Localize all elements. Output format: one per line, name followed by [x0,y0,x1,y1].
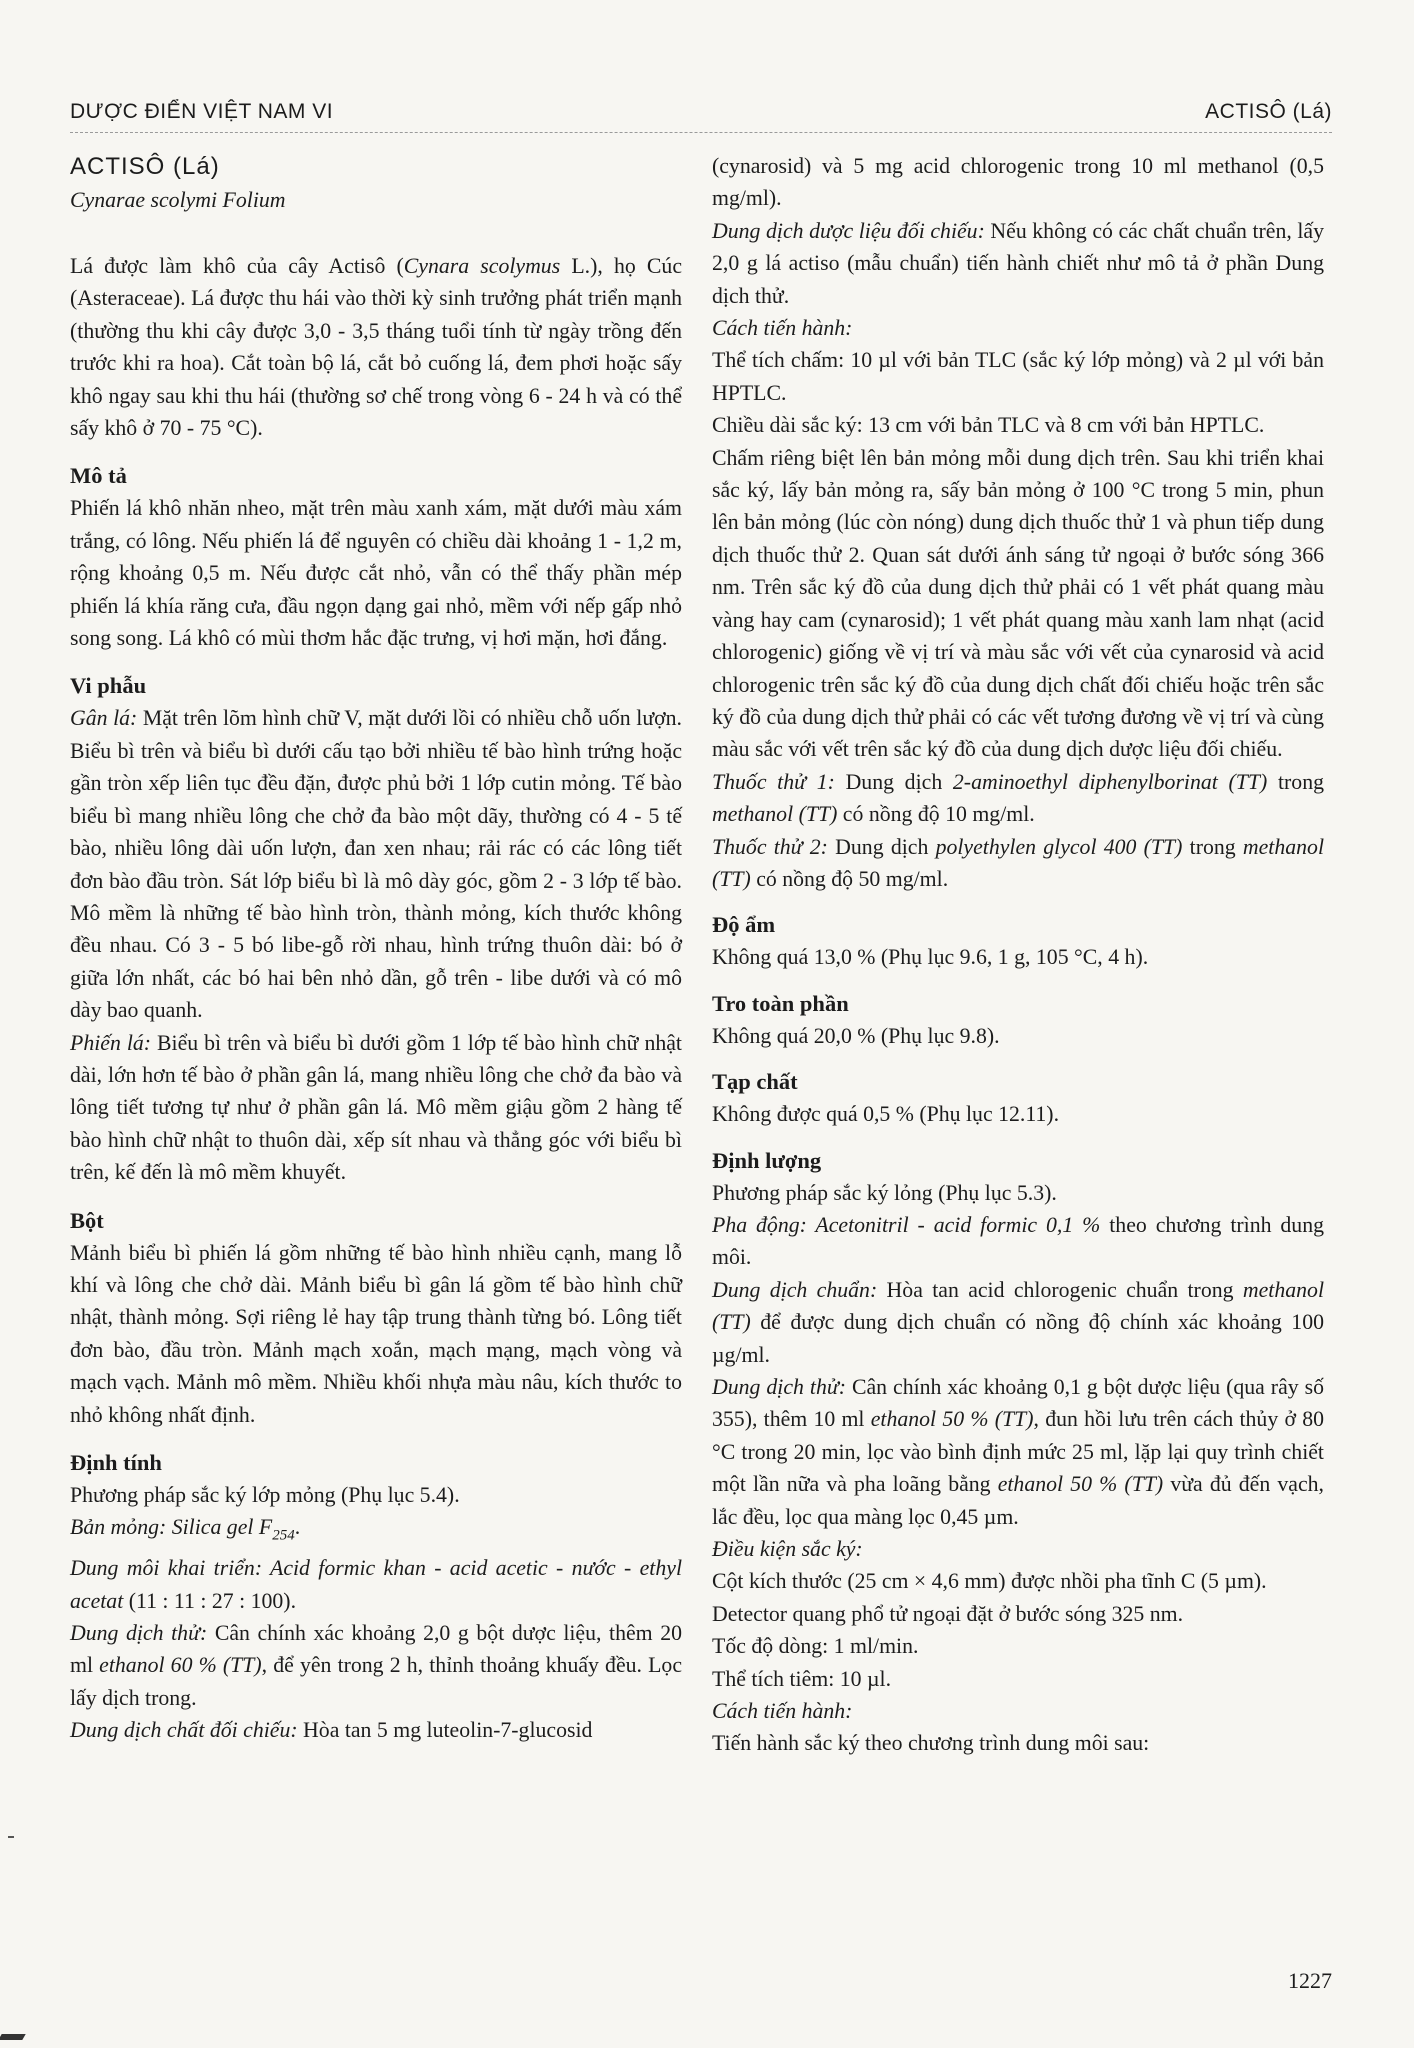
section-heading-mo-ta: Mô tả [70,463,127,489]
dung-dich-thu-paragraph: Dung dịch thử: Cân chính xác khoảng 2,0 g bột dược liệu, thêm 20 ml ethanol 60 % (TT), để yên trong 2 h, thỉnh thoảng khuấy đều. Lọc lấy dịch trong. [70,1620,682,1710]
detector-line: Detector quang phổ tử ngoại đặt ở bước sóng 325 nm. [712,1601,1184,1626]
dinh-luong-thu-paragraph: Dung dịch thử: Cân chính xác khoảng 0,1 g bột dược liệu (qua rây số 355), thêm 10 ml ethanol 50 % (TT), đun hồi lưu trên cách thủy ở 80 °C trong 20 min, lọc vào bình định mức 25 ml, lặp lại quy trình chiết một lần nữa và pha loãng bằng ethanol 50 % (TT) vừa đủ đến vạch, lắc đều, lọc qua màng lọc 0,45 µm. [712,1375,1325,1529]
cach-tien-hanh-2-label: Cách tiến hành: [712,1699,853,1724]
monograph-title: ACTISÔ (Lá) [70,153,220,180]
right-column [712,150,1324,1760]
bot-paragraph: Mảnh biểu bì phiến lá gồm những tế bào hình nhiều cạnh, mang lỗ khí và lông che chở dài. Mảnh biểu bì gân lá gồm tế bào hình chữ nhật, thành mỏng. Sợi riêng lẻ hay tập trung thành từng bó. Lông tiết đơn bào, đầu tròn. Mảnh mạch xoắn, mạch mạng, mạch vòng và mạch vạch. Mảnh mô mềm. Nhiều khối nhựa màu nâu, kích thước to nhỏ không nhất định. [70,1240,682,1427]
toc-do-line: Tốc độ dòng: 1 ml/min. [712,1634,919,1659]
intro-paragraph: Lá được làm khô của cây Actisô (Cynara scolymus L.), họ Cúc (Asteraceae). Lá được thu hái vào thời kỳ sinh trưởng phát triển mạnh (thường thu khi cây được 3,0 - 3,5 tháng tuổi tính từ ngày trồng đến trước khi ra hoa). Cắt toàn bộ lá, cắt bỏ cuống lá, đem phơi hoặc sấy khô ngay sau khi thu hái (thường sơ chế trong vòng 6 - 24 h và có thể sấy khô ở 70 - 75 °C). [70,254,683,441]
page-number: 1227 [1288,1968,1332,1993]
cot-line: Cột kích thước (25 cm × 4,6 mm) được nhồi pha tĩnh C (5 µm). [712,1569,1267,1594]
tien-hanh-line: Tiến hành sắc ký theo chương trình dung môi sau: [712,1731,1150,1756]
section-heading-dinh-luong: Định lượng [712,1147,822,1173]
corner-scan-mark [0,2034,26,2040]
gan-la-paragraph: Gân lá: Mặt trên lõm hình chữ V, mặt dưới lồi có nhiều chỗ uốn lượn. Biểu bì trên và biểu bì dưới cấu tạo bởi nhiều tế bào hình trứng hoặc gần tròn xếp liên tục đều đặn, được phủ bởi 1 lớp cutin mỏng. Tế bào biểu bì mang nhiều lông che chở đa bào một dãy, thường có 4 - 5 tế bào, nhiều lông dài uốn lượn, đan xen nhau; rải rác có các lông tiết đơn bào đầu tròn. Sát lớp biểu bì là mô dày góc, gồm 2 - 3 lớp tế bào. Mô mềm là những tế bào hình tròn, thành mỏng, kích thước không đều nhau. Có 3 - 5 bó libe-gỗ rời nhau, hình trứng thuôn dài: bó ở giữa lớn nhất, các bó hai bên nhỏ dần, gỗ trên - libe dưới và có mô dày bao quanh. [70,706,683,1023]
left-column [70,150,682,1747]
section-heading-dinh-tinh: Định tính [70,1450,162,1475]
tro-text: Không quá 20,0 % (Phụ lục 9.8). [712,1023,1000,1048]
tap-chat-text: Không được quá 0,5 % (Phụ lục 12.11). [712,1102,1060,1127]
dung-moi-line: Dung môi khai triển: Acid formic khan - acid acetic - nước - ethyl acetat (11 : 11 : 27 : 100). [70,1556,682,1613]
dinh-tinh-method: Phương pháp sắc ký lớp mỏng (Phụ lục 5.4). [70,1483,460,1507]
duoc-lieu-doi-chieu-paragraph: Dung dịch dược liệu đối chiếu: Nếu không có các chất chuẩn trên, lấy 2,0 g lá actiso (mẫu chuẩn) tiến hành chiết như mô tả ở phần Dung dịch thử. [712,218,1324,308]
section-heading-bot: Bột [70,1207,104,1233]
dinh-luong-method: Phương pháp sắc ký lỏng (Phụ lục 5.3). [712,1180,1057,1205]
continued-paragraph: (cynarosid) và 5 mg acid chlorogenic trong 10 ml methanol (0,5 mg/ml). [712,154,1324,211]
pha-dong-paragraph: Pha động: Acetonitril - acid formic 0,1 % theo chương trình dung môi. [712,1212,1324,1270]
section-heading-do-am: Độ ẩm [712,912,776,938]
the-tich-tiem-line: Thể tích tiêm: 10 µl. [712,1666,892,1691]
mo-ta-paragraph: Phiến lá khô nhăn nheo, mặt trên màu xanh xám, mặt dưới màu xám trắng, có lông. Nếu phiến lá để nguyên có chiều dài khoảng 1 - 1,2 m, rộng khoảng 0,5 m. Nếu được cắt nhỏ, vẫn có thể thấy phần mép phiến lá khía răng cưa, đầu ngọn dạng gai nhỏ, mềm với nếp gấp nhỏ song song. Lá khô có mùi thơm hắc đặc trưng, vị hơi mặn, hơi đắng. [70,496,682,651]
section-heading-tro-toan-phan: Tro toàn phần [712,990,849,1016]
the-tich-cham-line: Thể tích chấm: 10 µl với bản TLC (sắc ký lớp mỏng) và 2 µl với bản HPTLC. [712,348,1324,405]
section-heading-vi-phau: Vi phẫu [70,673,147,699]
chieu-dai-line: Chiều dài sắc ký: 13 cm với bản TLC và 8 cm với bản HPTLC. [712,413,1265,438]
do-am-text: Không quá 13,0 % (Phụ lục 9.6, 1 g, 105 °C, 4 h). [712,945,1149,970]
dung-dich-chuan-paragraph: Dung dịch chuẩn: Hòa tan acid chlorogenic chuẩn trong methanol (TT) để được dung dịch chuẩn có nồng độ chính xác khoảng 100 µg/ml. [712,1277,1324,1367]
chat-doi-chieu-paragraph: Dung dịch chất đối chiếu: Hòa tan 5 mg luteolin-7-glucosid [70,1718,593,1743]
thuoc-thu-2-paragraph: Thuốc thử 2: Dung dịch polyethylen glycol 400 (TT) trong methanol (TT) có nồng độ 50 mg/ml. [712,834,1324,891]
ban-mong-line: Bản mỏng: Silica gel $F_{254}$. [70,1515,301,1544]
cach-tien-hanh-label: Cách tiến hành: [712,316,853,341]
running-header-left: DƯỢC ĐIỂN VIỆT NAM VI [70,100,334,123]
header-divider [70,132,1332,133]
phien-la-paragraph: Phiến lá: Biểu bì trên và biểu bì dưới gồm 1 lớp tế bào hình chữ nhật dài, lớn hơn tế bào ở phần gân lá, mang nhiều lông che chở đa bào và lông tiết tương tự như ở phần gân lá. Mô mềm giậu gồm 2 hàng tế bào hình chữ nhật to thuôn dài, xếp sít nhau và thẳng góc với biểu bì trên, kế đến là mô mềm khuyết. [70,1030,682,1185]
running-header-right: ACTISÔ (Lá) [1205,100,1332,123]
thuoc-thu-1-paragraph: Thuốc thử 1: Dung dịch 2-aminoethyl diphenylborinat (TT) trong methanol (TT) có nồng độ 10 mg/ml. [712,769,1324,827]
monograph-latin-title: Cynarae scolymi Folium [70,188,286,212]
dieu-kien-label: Điều kiện sắc ký: [712,1537,863,1562]
section-heading-tap-chat: Tạp chất [712,1069,798,1095]
cham-rieng-paragraph: Chấm riêng biệt lên bản mỏng mỗi dung dịch trên. Sau khi triển khai sắc ký, lấy bản mỏng ra, sấy bản mỏng ở 100 °C trong 5 min, phun lên bản mỏng (lúc còn nóng) dung dịch thuốc thử 1 và phun tiếp dung dịch thuốc thử 2. Quan sát dưới ánh sáng tử ngoại ở bước sóng 366 nm. Trên sắc ký đồ của dung dịch thử phải có 1 vết phát quang màu vàng hay cam (cynarosid); 1 vết phát quang màu xanh lam nhạt (acid chlorogenic) giống về vị trí và màu sắc với vết của cynarosid và acid chlorogenic trên sắc ký đồ của dung dịch chất đối chiếu hoặc trên sắc ký đồ của dung dịch thử phải có các vết tương đương về vị trí và cùng màu sắc với vết trên sắc ký đồ của dung dịch dược liệu đối chiếu. [712,445,1324,762]
margin-scan-mark [8,1836,14,1838]
